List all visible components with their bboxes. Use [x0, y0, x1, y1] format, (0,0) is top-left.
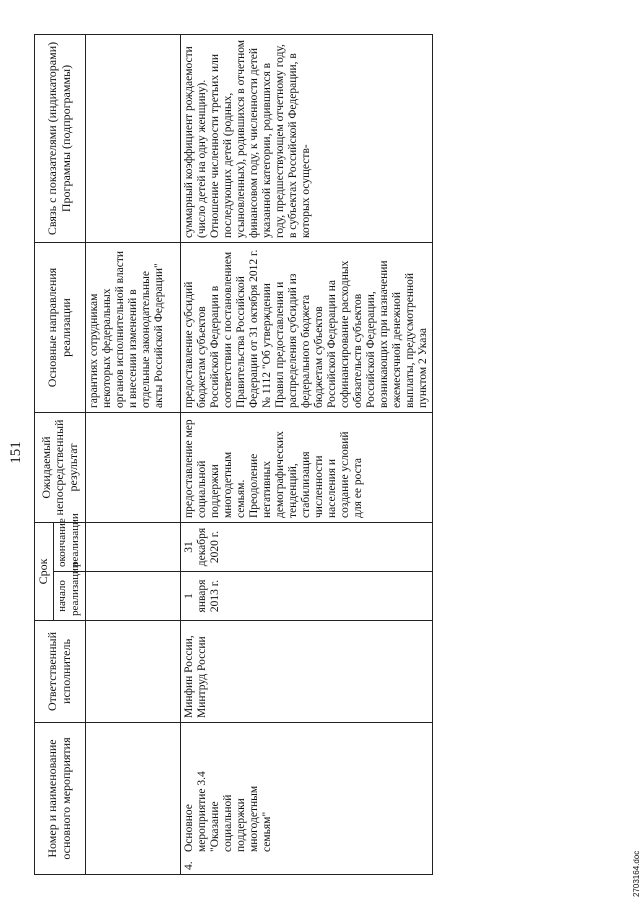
header-end: окончание реализации	[53, 523, 85, 572]
header-link: Связь с показателями (индикаторами) Программы (подпрограммы)	[35, 35, 86, 243]
row-number: 4.	[182, 861, 195, 870]
header-result: Ожидаемый непосредственный результат	[35, 413, 86, 523]
cell-link-empty	[85, 35, 180, 243]
cell-end: 31 декабря 2020 г.	[180, 523, 432, 572]
document-filename: 2703164.doc	[632, 850, 641, 897]
header-item: Номер и наименование основного мероприятия	[35, 723, 86, 875]
table-row	[180, 35, 432, 875]
page-number: 151	[8, 441, 24, 464]
header-term: Срок	[35, 523, 54, 621]
cell-end-empty	[85, 523, 180, 572]
header-executor: Ответственный исполнитель	[35, 621, 86, 723]
header-start: начало реализации	[53, 572, 85, 621]
cell-item	[180, 723, 432, 875]
cell-directions: предоставление субсидий бюджетам субъектов Российской Федерации в соответствии с постановлением Правительства Российской Федерации от 31 октября 2012 г. № 1112 "Об утверждении Правил предоставления и распределения субсидий из федерального бюджета бюджетам субъектов Российской Федерации на софинансирование расходных обязательств субъектов Российской Федерации, возникающих при назначении ежемесячной денежной выплаты, предусмотренной пунктом 2 Указа	[180, 243, 432, 413]
program-measures-table	[34, 34, 433, 875]
cell-executor: Минфин России, Минтруд России	[180, 621, 432, 723]
measure-title: Основное мероприятие 3.4 "Оказание социальной поддержки многодетным семьям"	[182, 771, 273, 852]
table-row-continuation	[85, 35, 180, 875]
table-header-row	[35, 35, 54, 875]
header-directions: Основные направления реализации	[35, 243, 86, 413]
cell-result-empty	[85, 413, 180, 523]
cell-directions-continuation: гарантиях сотрудникам некоторых федеральных органов исполнительной власти и внесении изменений в отдельные законодательные акты Российской Федерации"	[85, 243, 180, 413]
cell-result: предоставление мер социальной поддержки многодетным семьям. Преодоление негативных демографических тенденций, стабилизация численности населения и создание условий для ее роста	[180, 413, 432, 523]
cell-start-empty	[85, 572, 180, 621]
cell-start: 1 января 2013 г.	[180, 572, 432, 621]
cell-executor-empty	[85, 621, 180, 723]
cell-item-empty	[85, 723, 180, 875]
cell-link: суммарный коэффициент рождаемости (число детей на одну женщину). Отношение численности третьих или последующих детей (родных, усыновленных), родившихся в отчетном финансовом году, к численности детей указанной категории, родившихся в году, предшествующем отчетному году, в субъектах Российской Федерации, в которых осуществ-	[180, 35, 432, 243]
